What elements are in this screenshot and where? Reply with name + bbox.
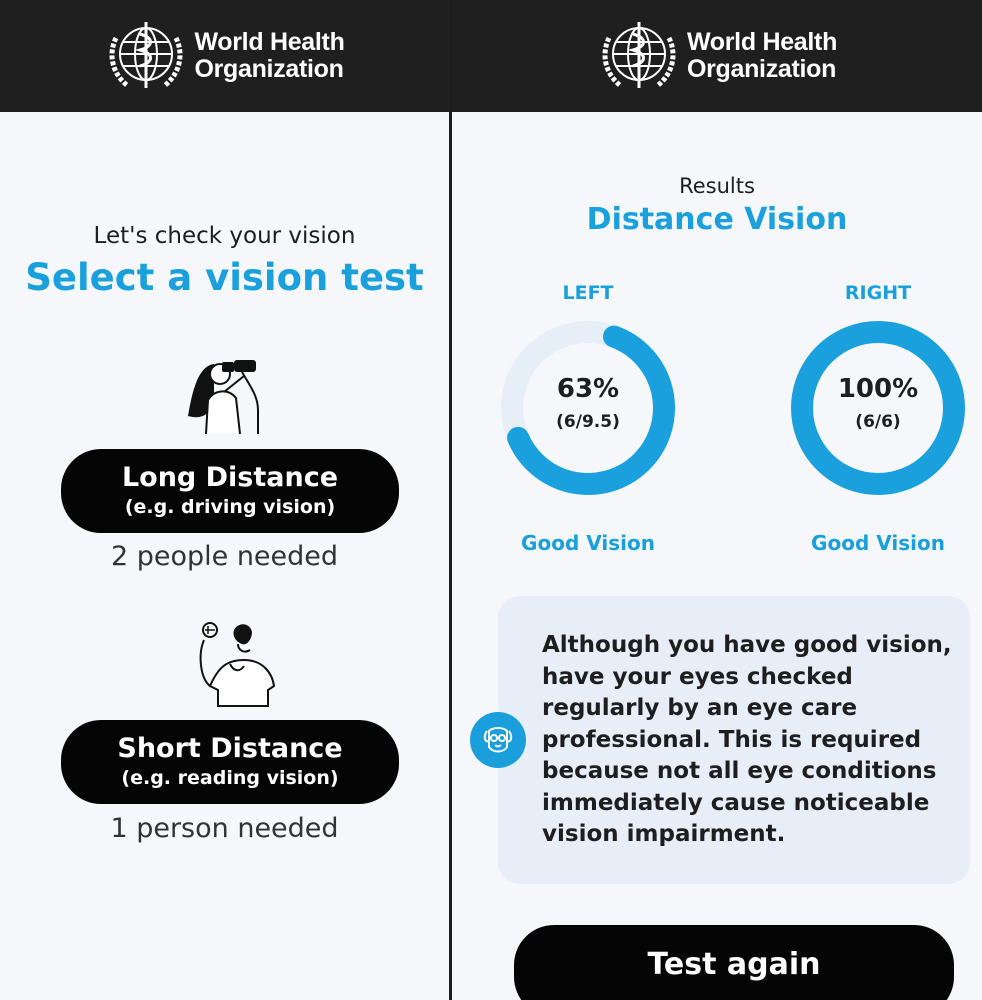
who-emblem-icon (597, 18, 681, 94)
brand-line1: World Health (686, 28, 838, 56)
left-eye-score (500, 374, 676, 432)
page-title: Select a vision test (25, 256, 424, 299)
brand-line1: World Health (194, 28, 345, 56)
short-distance-test-button[interactable] (61, 720, 399, 804)
short-distance-example: (e.g. reading vision) (121, 767, 339, 789)
long-distance-label: Long Distance (121, 462, 339, 493)
brand-line2: Organization (194, 55, 344, 83)
right-eye-status: Good Vision (811, 531, 945, 555)
right-eye-label: RIGHT (844, 282, 912, 304)
short-distance-label: Short Distance (117, 733, 343, 764)
left-eye-percent: 63% (556, 374, 620, 404)
eye-dog-icon (470, 712, 526, 768)
who-wordmark-results (687, 29, 837, 83)
app-header (0, 0, 449, 112)
who-emblem-icon (104, 18, 188, 94)
left-eye-fraction: (6/9.5) (556, 412, 620, 432)
short-distance-people-needed: 1 person needed (110, 813, 339, 844)
long-distance-example: (e.g. driving vision) (124, 496, 336, 518)
left-eye-status: Good Vision (521, 531, 655, 555)
app-header-results (452, 0, 982, 112)
page-subtitle: Let's check your vision (93, 223, 356, 249)
binoculars-person-icon (184, 352, 268, 436)
who-wordmark (194, 29, 344, 83)
advice-text: Although you have good vision, have your eyes checked regularly by an eye care professional. This is required because not all eye conditions immediately cause noticeable vision impairment. (542, 632, 952, 847)
brand-line2: Organization (686, 55, 837, 83)
vision-results-screen (452, 0, 982, 1000)
long-distance-people-needed: 2 people needed (110, 541, 339, 572)
vision-test-select-screen (0, 0, 449, 1000)
who-logo (104, 18, 344, 94)
results-title: Distance Vision (586, 202, 848, 237)
reading-person-icon (188, 620, 280, 708)
test-again-button[interactable]: Test again (514, 925, 954, 1000)
results-subtitle: Results (679, 174, 755, 198)
right-eye-fraction: (6/6) (855, 412, 901, 432)
right-eye-percent: 100% (837, 374, 919, 404)
who-logo-results (597, 18, 837, 94)
left-eye-label: LEFT (562, 282, 614, 304)
right-eye-score (790, 374, 966, 432)
long-distance-test-button[interactable] (61, 449, 399, 533)
